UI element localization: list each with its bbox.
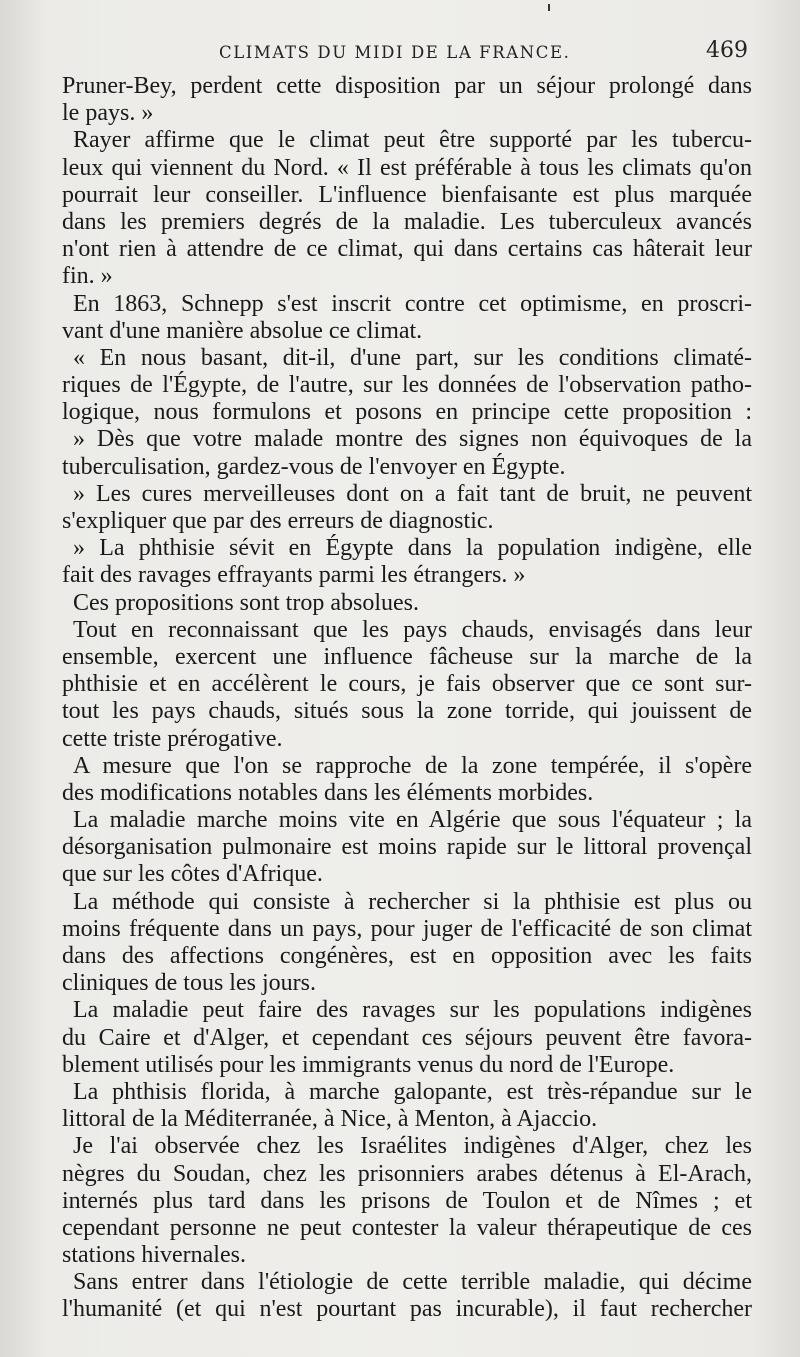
text-line: n'ont rien à attendre de ce climat, qui dans certains cas hâterait leur: [62, 236, 752, 263]
text-line: cette triste prérogative.: [62, 725, 283, 752]
text-line: A mesure que l'on se rapproche de la zone tempérée, il s'opère: [73, 752, 752, 779]
text-line: fait des ravages effrayants parmi les étrangers. »: [62, 562, 526, 589]
text-line: La maladie peut faire des ravages sur les populations indigènes: [73, 997, 752, 1024]
text-line: Sans entrer dans l'étiologie de cette terrible maladie, qui décime: [73, 1269, 752, 1296]
page-edge-mark: [548, 4, 550, 11]
text-line: ensemble, exercent une influence fâcheuse sur la marche de la: [62, 643, 752, 670]
text-line: Tout en reconnaissant que les pays chauds, envisagés dans leur: [73, 616, 752, 643]
text-line: La maladie marche moins vite en Algérie que sous l'équateur ; la: [73, 807, 752, 834]
text-line: leux qui viennent du Nord. « Il est préférable à tous les climats qu'on: [62, 154, 752, 181]
text-line: La méthode qui consiste à rechercher si la phthisie est plus ou: [73, 888, 752, 915]
text-line: vant d'une manière absolue ce climat.: [62, 317, 423, 344]
text-line: » Dès que votre malade montre des signes non équivoques de la: [73, 426, 752, 453]
text-line: s'expliquer que par des erreurs de diagnostic.: [62, 508, 494, 534]
text-line: du Caire et d'Alger, et cependant ces séjours peuvent être favora-: [62, 1024, 752, 1051]
text-line: pourrait leur conseiller. L'influence bienfaisante est plus marquée: [62, 181, 752, 208]
text-line: La phthisis florida, à marche galopante, est très-répandue sur le: [73, 1078, 752, 1105]
text-line: nègres du Soudan, chez les prisonniers arabes détenus à El-Arach,: [62, 1160, 752, 1187]
text-line: blement utilisés pour les immigrants venus du nord de l'Europe.: [62, 1051, 675, 1078]
body-text: [62, 73, 752, 1324]
text-line: dans les premiers degrés de la maladie. Les tuberculeux avancés: [62, 208, 752, 235]
text-line: stations hivernales.: [62, 1242, 246, 1269]
text-line: riques de l'Égypte, de l'autre, sur les données de l'observation patho-: [62, 372, 752, 399]
text-line: que sur les côtes d'Afrique.: [62, 861, 323, 888]
text-line: cependant personne ne peut contester la valeur thérapeutique de ces: [62, 1214, 752, 1241]
text-line: « En nous basant, dit-il, d'une part, sur les conditions climaté-: [73, 344, 752, 371]
running-title: CLIMATS DU MIDI DE LA FRANCE.: [219, 43, 571, 62]
text-line: logique, nous formulons et posons en principe cette proposition :: [62, 399, 752, 426]
text-line: En 1863, Schnepp s'est inscrit contre cet optimisme, en proscri-: [73, 290, 752, 317]
text-line: » Les cures merveilleuses dont on a fait tant de bruit, ne peuvent: [73, 480, 752, 507]
text-line: Je l'ai observée chez les Israélites indigènes d'Alger, chez les: [73, 1133, 752, 1160]
text-line: phthisie et en accélèrent le cours, je fais observer que ce sont sur-: [62, 671, 752, 698]
text-line: tuberculisation, gardez-vous de l'envoyer en Égypte.: [62, 453, 566, 480]
text-line: » La phthisie sévit en Égypte dans la population indigène, elle: [73, 535, 752, 562]
text-line: des modifications notables dans les éléments morbides.: [62, 779, 594, 806]
text-line: cliniques de tous les jours.: [62, 970, 316, 997]
text-line: internés plus tard dans les prisons de Toulon et de Nîmes ; et: [62, 1187, 752, 1214]
text-line: l'humanité (et qui n'est pourtant pas incurable), il faut rechercher: [62, 1296, 752, 1323]
text-line: le pays. »: [62, 100, 154, 127]
text-line: littoral de la Méditerranée, à Nice, à Menton, à Ajaccio.: [62, 1106, 598, 1133]
text-line: tout les pays chauds, situés sous la zone torride, qui jouissent de: [62, 698, 752, 725]
text-line: moins fréquente dans un pays, pour juger de l'efficacité de son climat: [62, 915, 752, 942]
text-line: fin. »: [62, 263, 113, 290]
running-header: [62, 40, 752, 70]
text-line: Rayer affirme que le climat peut être supporté par les tubercu-: [73, 127, 752, 154]
text-line: Pruner-Bey, perdent cette disposition par un séjour prolongé dans: [62, 73, 752, 99]
text-line: Ces propositions sont trop absolues.: [73, 589, 419, 616]
text-line: désorganisation pulmonaire est moins rapide sur le littoral provençal: [62, 834, 752, 861]
page-number: 469: [706, 38, 748, 63]
text-line: dans des affections congénères, est en opposition avec les faits: [62, 943, 752, 969]
